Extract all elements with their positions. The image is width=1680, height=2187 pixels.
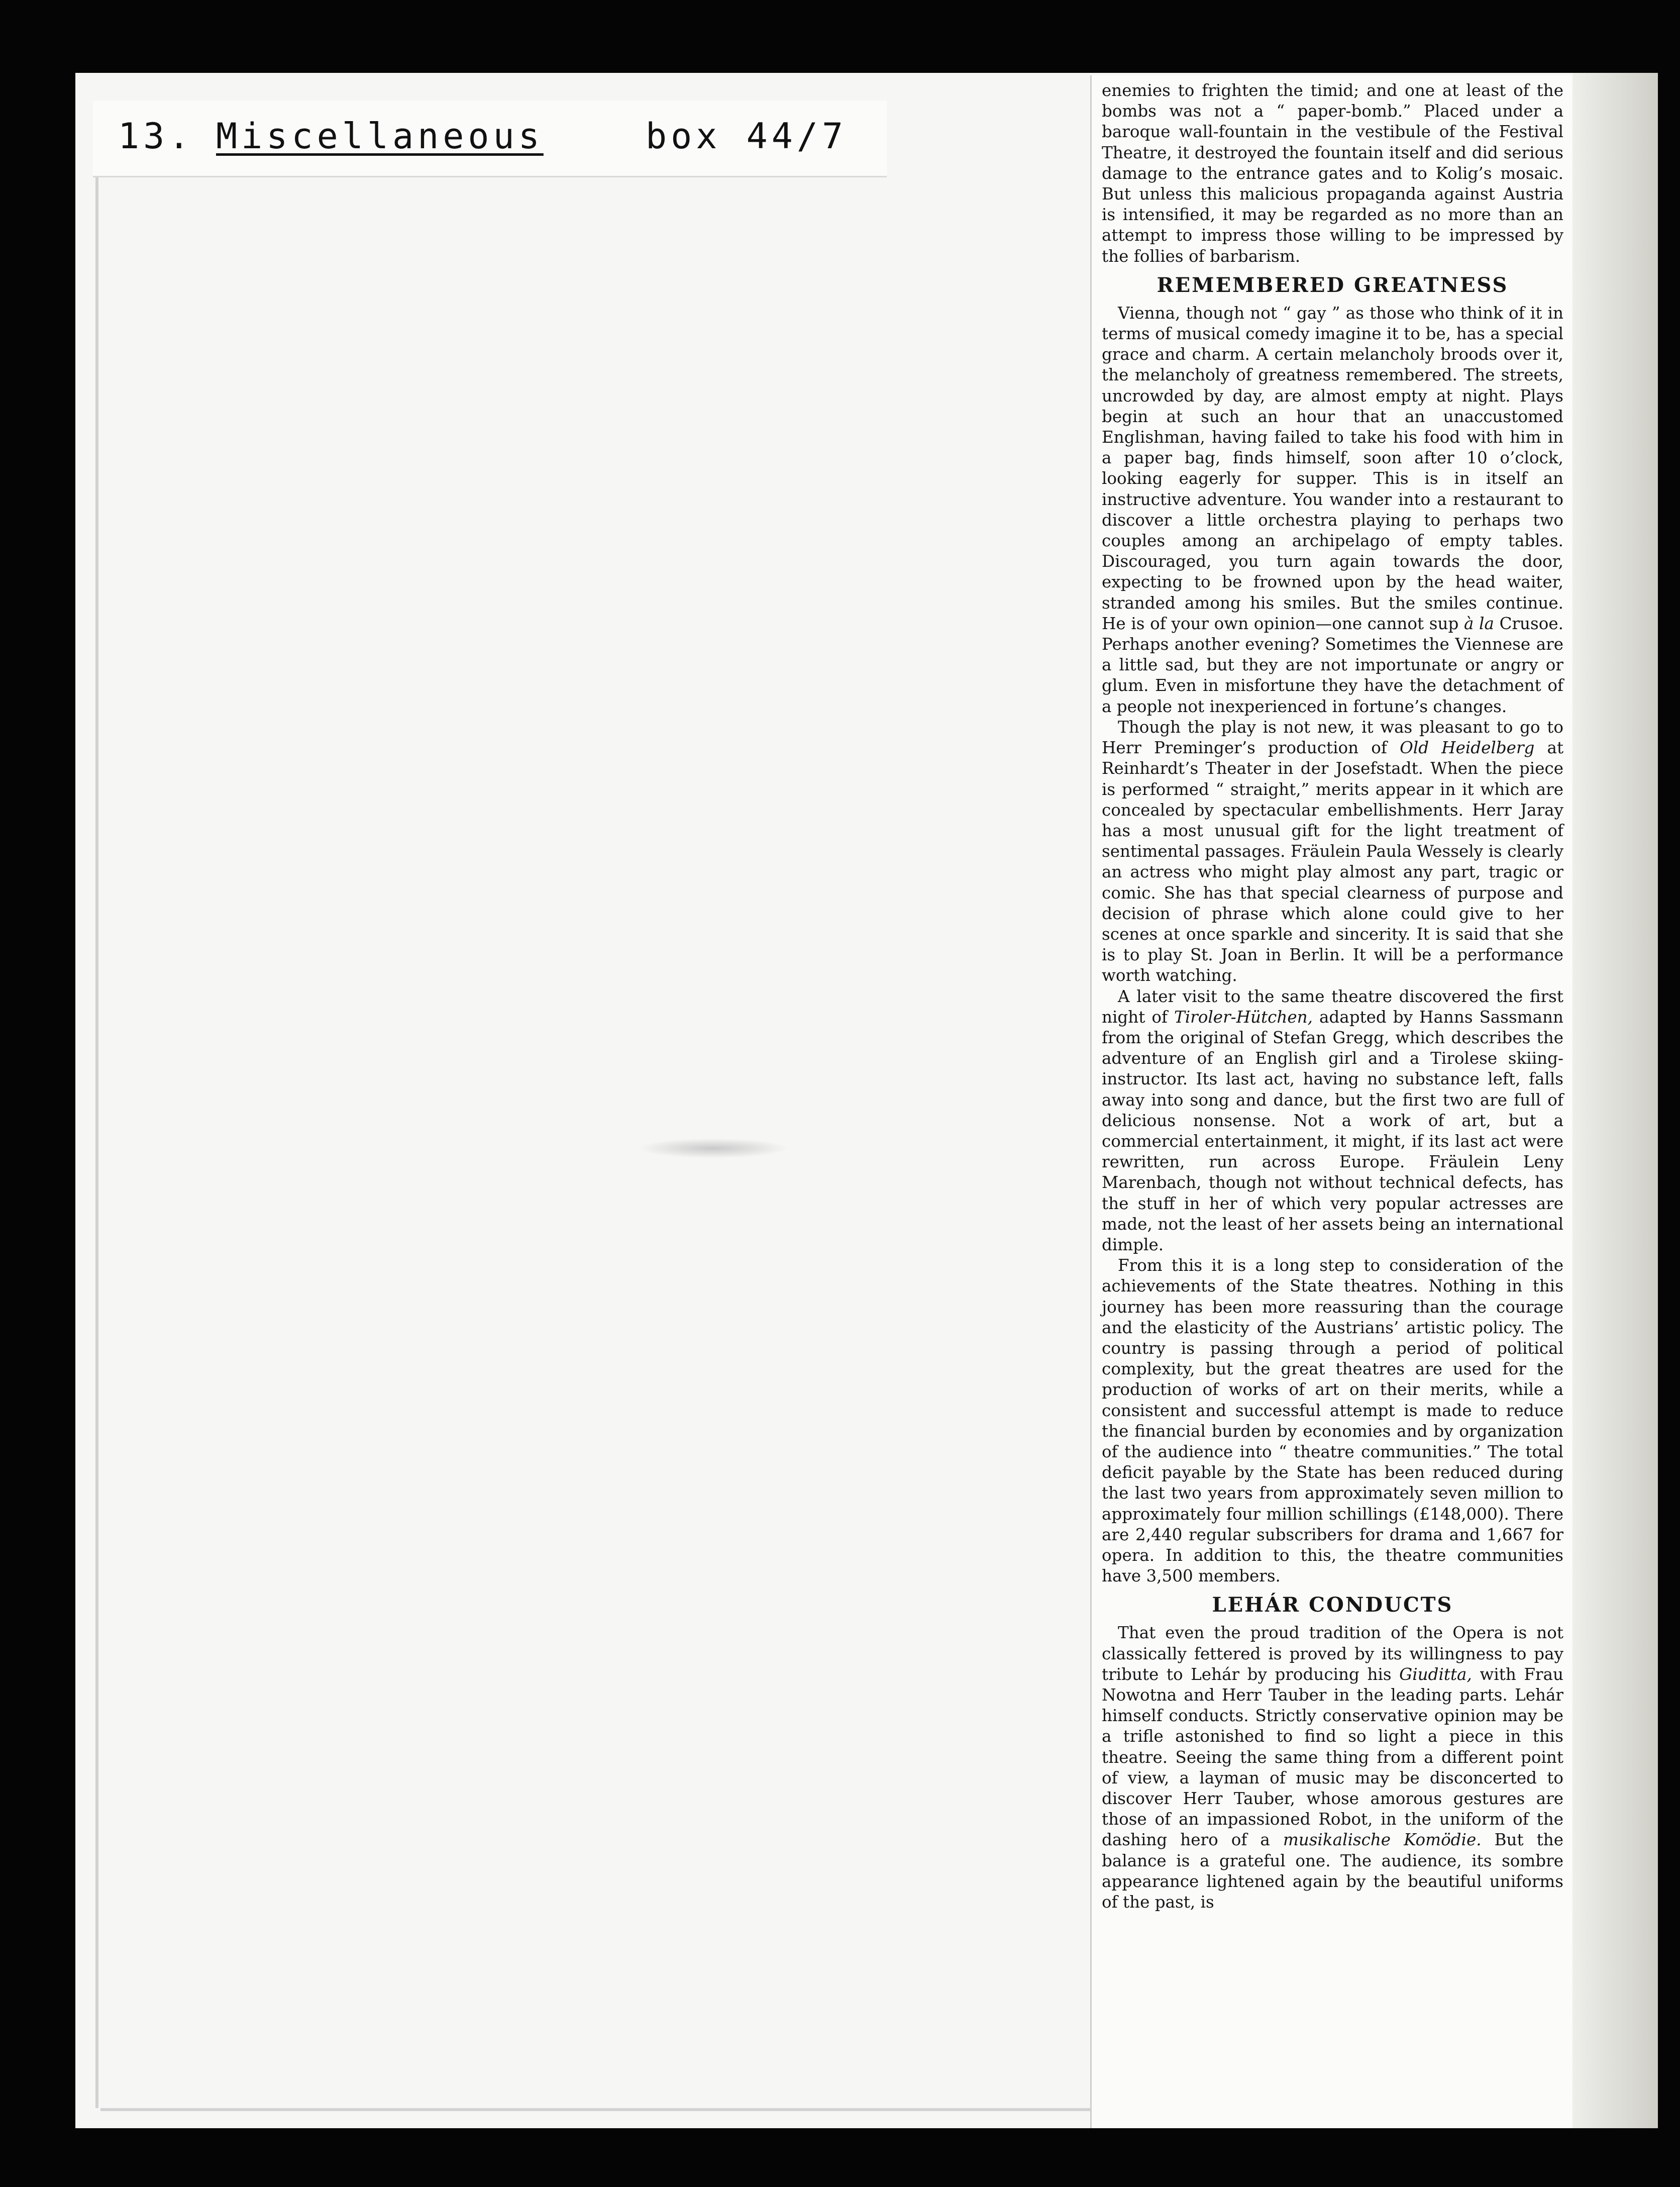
section-heading-lehar-conducts: LEHÁR CONDUCTS: [1212, 1593, 1453, 1617]
smudge-mark: [638, 1138, 789, 1158]
article-paragraph-1: Vienna, though not “ gay ” as those who think of it in terms of musical comedy imagine it to be, has a special grace and charm. A certain melancholy broods over it, the melancholy of greatness remembered. The streets, uncrowded by day, are almost empty at night. Plays begin at such an hour that an unaccustomed Englishman, having failed to take his food with him in a paper bag, finds himself, soon after 10 o’clock, looking eagerly for supper. This is in itself an instructive adventure. You wander into a restaurant to discover a little orchestra playing to perhaps two couples among an archipelago of empty tables. Discouraged, you turn again towards the door, expecting to be frowned upon by the head waiter, stranded among his smiles. But the smiles continue. He is of your own opinion—one cannot sup à la Crusoe. Perhaps another evening? Sometimes the Viennese are a little sad, but they are not importunate or angry or glum. Even in misfortune they have the detachment of a people not inexperienced in fortune’s changes.: [1102, 303, 1564, 716]
article-intro: enemies to frighten the timid; and one at least of the bombs was not a “ paper-bomb.” Placed under a baroque wall-fountain in the vestibule of the Festival Theatre, it destroyed the fountain itself and did serious damage to the entrance gates and to Kolig’s mosaic. But unless this malicious propaganda against Austria is intensified, it may be regarded as no more than an attempt to impress those willing to be impressed by the follies of barbarism.: [1102, 81, 1563, 266]
folder-edge-left: [95, 173, 98, 2108]
label-number: 13.: [118, 116, 194, 157]
article-paragraph-2: Though the play is not new, it was pleasant to go to Herr Preminger’s production of Old Heidelberg at Reinhardt’s Theater in der Josefstadt. When the piece is performed “ straight,” merits appear in it which are concealed by spectacular embellishments. Herr Jaray has a most unusual gift for the light treatment of sentimental passages. Fräulein Paula Wessely is clearly an actress who might play almost any part, tragic or comic. She has that special clearness of purpose and decision of phrase which alone could give to her scenes at once sparkle and sincerity. It is said that she is to play St. Joan in Berlin. It will be a performance worth watching.: [1102, 717, 1564, 985]
article-paragraph-3: A later visit to the same theatre discovered the first night of Tiroler-Hütchen, adapted by Hanns Sassmann from the original of Stefan Gregg, which describes the adventure of an English girl and a Tirolese skiing-instructor. Its last act, having no substance left, falls away into song and dance, but the first two are full of delicious nonsense. Not a work of art, but a commercial entertainment, it might, if its last act were rewritten, run across Europe. Fräulein Leny Marenbach, though not without technical defects, has the stuff in her of which very popular actresses are made, not the least of her assets being an international dimple.: [1102, 986, 1564, 1254]
label-category: Miscellaneous: [216, 116, 544, 157]
folder-label: [93, 101, 887, 177]
article-paragraph-5: That even the proud tradition of the Opera is not classically fettered is proved by its willingness to pay tribute to Lehár by producing his Giuditta, with Frau Nowotna and Herr Tauber in the leading parts. Lehár himself conducts. Strictly conservative opinion may be a trifle astonished to find so light a piece in this theatre. Seeing the same thing from a different point of view, a layman of music may be disconcerted to discover Herr Tauber, whose amorous gestures are those of an impassioned Robot, in the uniform of the dashing hero of a musikalische Komödie. But the balance is a grateful one. The audience, its sombre appearance lightened again by the beautiful uniforms of the past, is: [1102, 1623, 1563, 1912]
article-paragraph-4: From this it is a long step to consideration of the achievements of the State theatres. Nothing in this journey has been more reassuring than the courage and the elasticity of the Austrians’ artistic policy. The country is passing through a period of political complexity, but the great theatres are used for the production of works of art on their merits, while a consistent and successful attempt is made to reduce the financial burden by economies and by organization of the audience into “ theatre communities.” The total deficit payable by the State has been reduced during the last two years from approximately seven million to approximately four million schillings (£148,000). There are 2,440 regular subscribers for drama and 1,667 for opera. In addition to this, the theatre communities have 3,500 members.: [1102, 1256, 1563, 1586]
label-box-number: box 44/7: [646, 116, 848, 157]
frame-shadow: [1572, 73, 1658, 2128]
section-heading-remembered-greatness: REMEMBERED GREATNESS: [1157, 273, 1509, 297]
newspaper-clipping: [1090, 75, 1572, 2128]
folder-edge-bottom: [100, 2108, 1110, 2111]
